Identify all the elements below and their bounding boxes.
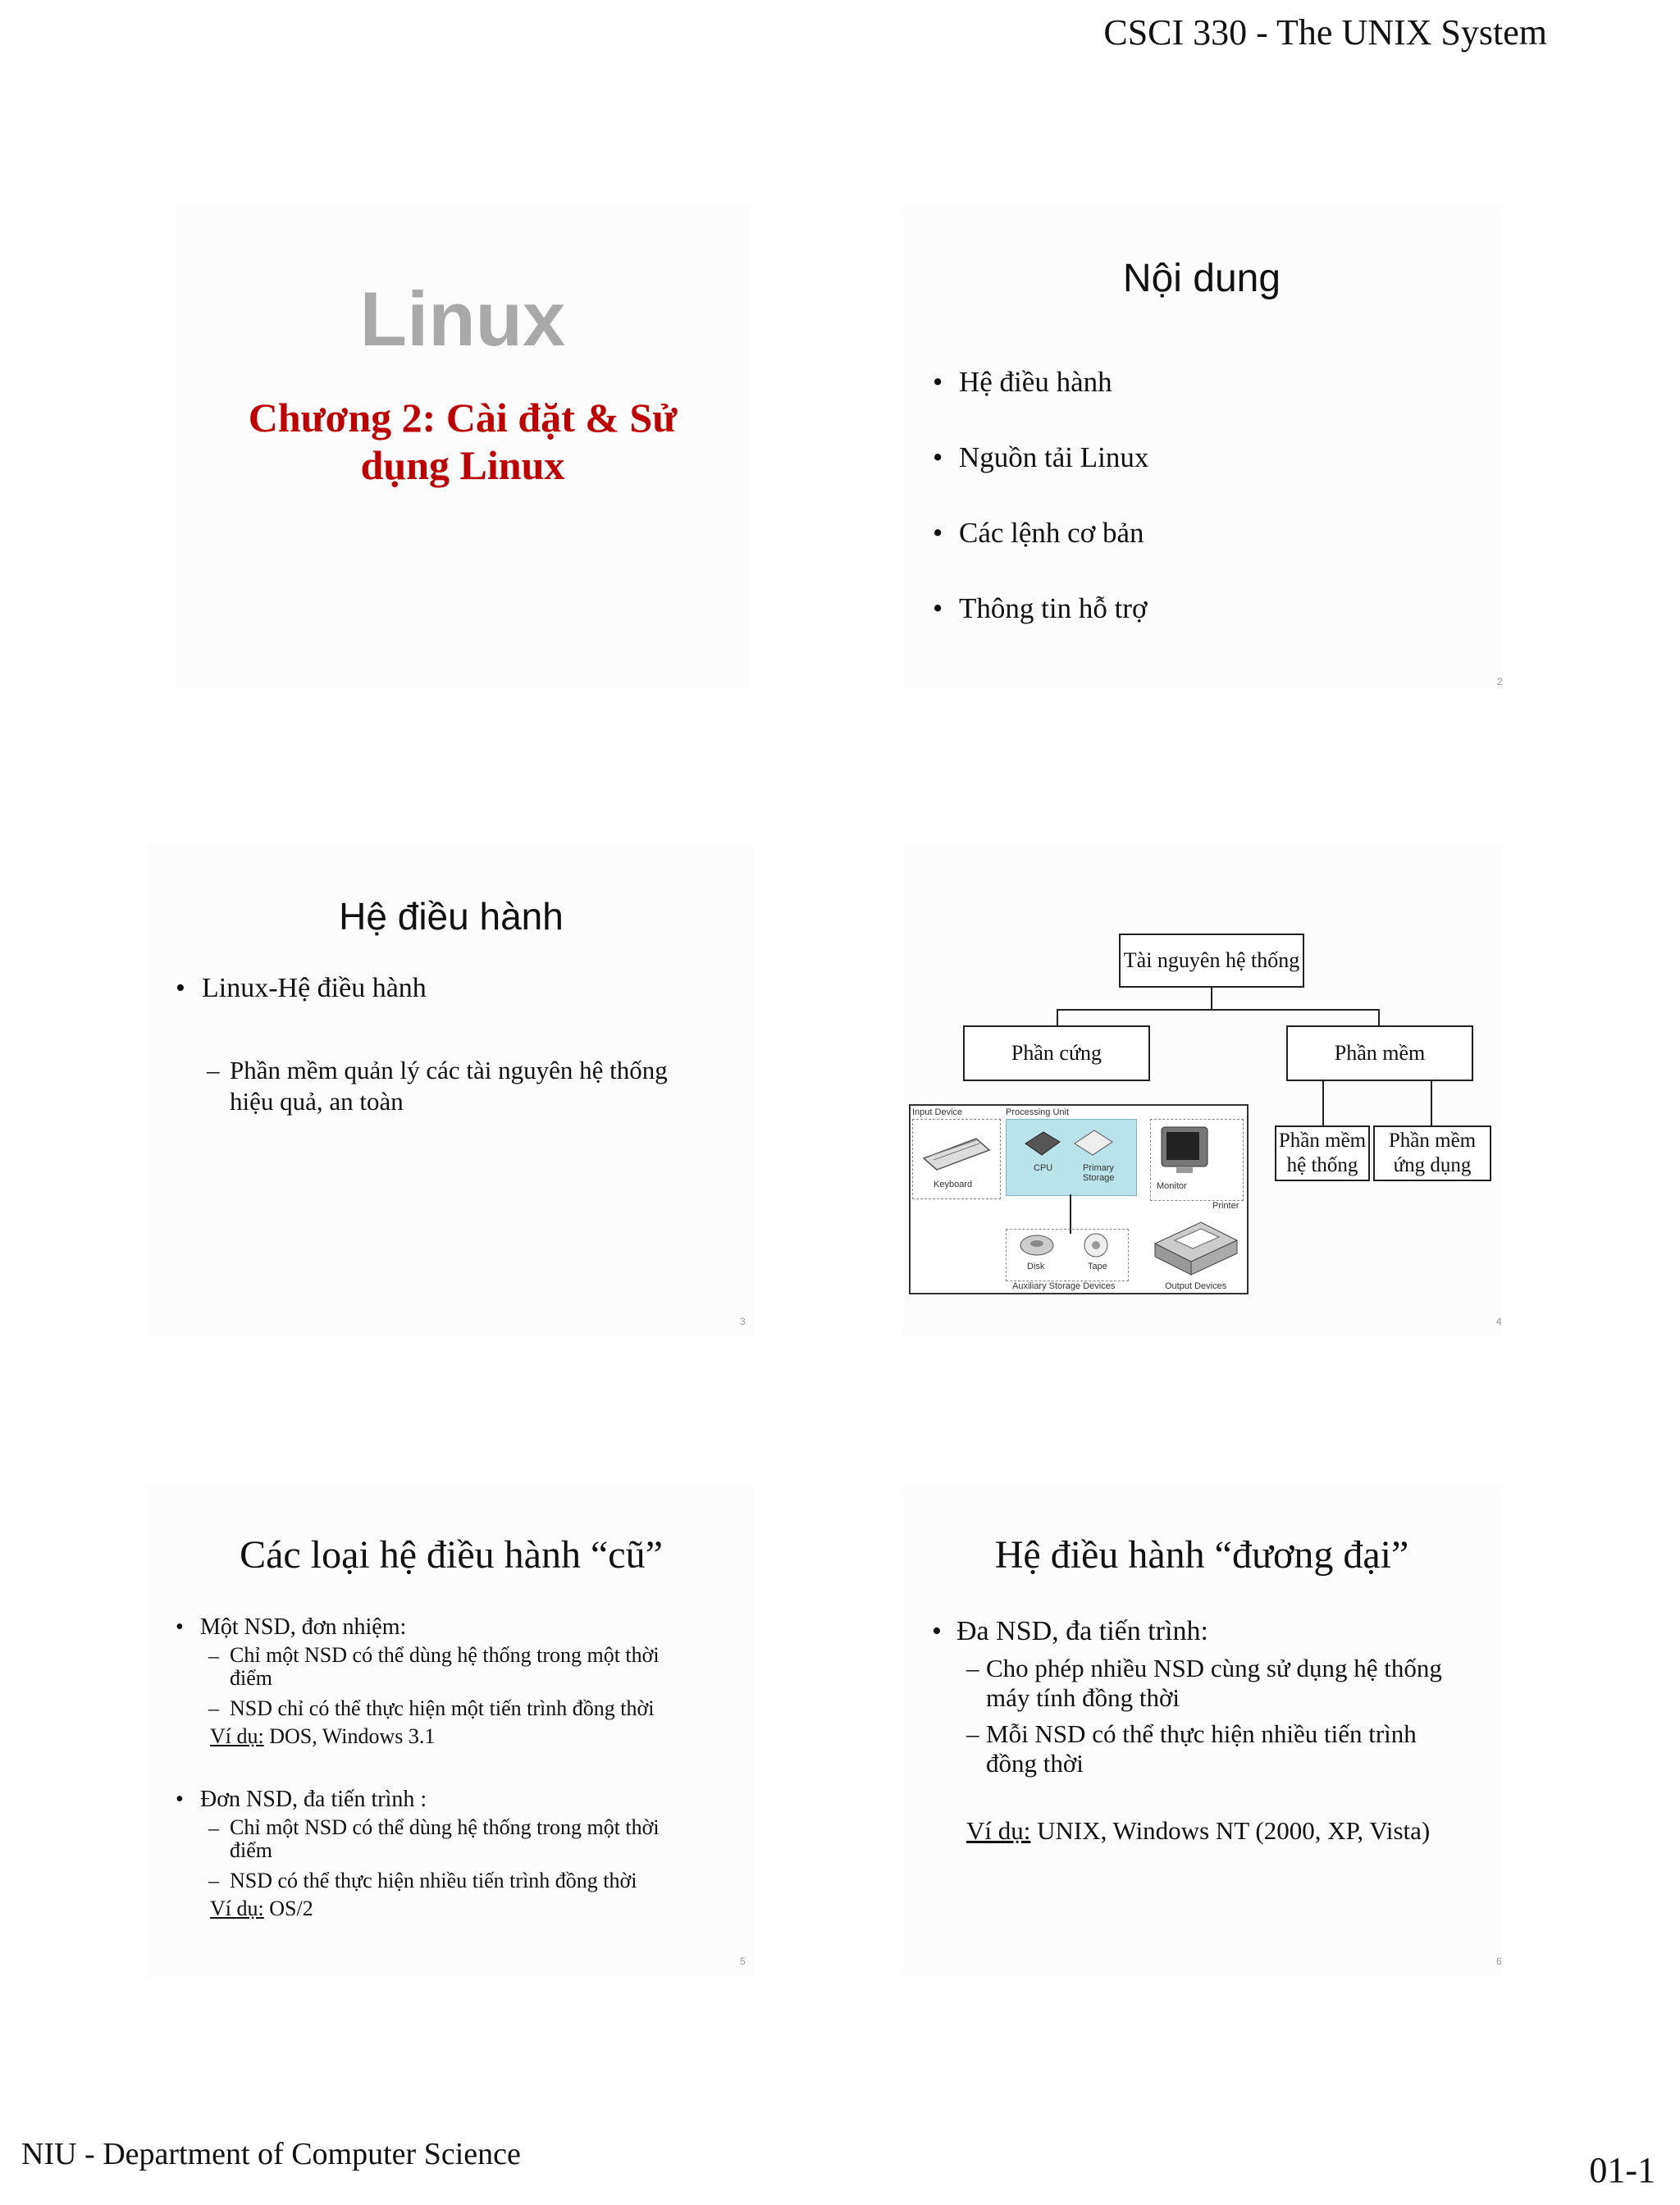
printer-icon bbox=[1150, 1211, 1242, 1281]
slide5-detail-1: Chỉ một NSD có thể dùng hệ thống trong một thời điểm bbox=[230, 1643, 660, 1690]
diagram-hardware-node: Phần cứng bbox=[963, 1025, 1150, 1081]
slide3-title: Hệ điều hành bbox=[339, 895, 564, 938]
slide5-detail-2: NSD chỉ có thể thực hiện một tiến trình đồng thời bbox=[230, 1696, 655, 1720]
primary-storage-label: Primary Storage bbox=[1083, 1163, 1115, 1183]
diagram-connector bbox=[1322, 1081, 1324, 1125]
list-item: • Thông tin hỗ trợ bbox=[933, 592, 1148, 668]
output-devices-label: Output Devices bbox=[1165, 1281, 1227, 1291]
slide5-bullet-1: Một NSD, đơn nhiệm: bbox=[200, 1614, 407, 1640]
footer-department: NIU - Department of Computer Science bbox=[21, 2137, 521, 2171]
bullet-icon: • bbox=[176, 1614, 184, 1640]
footer-page-number: 01-1 bbox=[1589, 2150, 1655, 2190]
slide6-detail-1: Cho phép nhiều NSD cùng sử dụng hệ thống máy tính đồng thời bbox=[986, 1654, 1442, 1712]
slide6-title: Hệ điều hành “đương đại” bbox=[994, 1533, 1409, 1577]
bullet-icon: • bbox=[932, 1616, 942, 1646]
diagram-connector bbox=[1431, 1081, 1432, 1125]
keyboard-icon bbox=[919, 1134, 993, 1175]
slide-number: 6 bbox=[1496, 1956, 1502, 1967]
slide2-title: Nội dung bbox=[1122, 257, 1281, 300]
diagram-software-node: Phần mềm bbox=[1286, 1025, 1473, 1081]
diagram-root-node: Tài nguyên hệ thống bbox=[1119, 934, 1304, 988]
slide3-detail: – Phần mềm quản lý các tài nguyên hệ thống hiệu quả, an toàn bbox=[207, 1055, 788, 1117]
slide1-title: Linux bbox=[359, 276, 566, 362]
list-item: • Nguồn tải Linux bbox=[933, 441, 1148, 517]
primary-storage-icon bbox=[1071, 1127, 1116, 1160]
slide-3 bbox=[148, 845, 755, 1337]
slide5-detail-4: NSD có thể thực hiện nhiều tiến trình đồng thời bbox=[230, 1869, 637, 1892]
slide6-example: Ví dụ: UNIX, Windows NT (2000, XP, Vista) bbox=[966, 1816, 1431, 1845]
dash-icon: – bbox=[208, 1869, 219, 1892]
slide-number: 4 bbox=[1496, 1316, 1502, 1327]
processing-unit-label: Processing Unit bbox=[1006, 1107, 1070, 1117]
slide5-detail-3: Chỉ một NSD có thể dùng hệ thống trong một thời điểm bbox=[230, 1815, 660, 1862]
disk-label: Disk bbox=[1027, 1262, 1045, 1271]
diagram-connector bbox=[1378, 1009, 1380, 1027]
tape-icon bbox=[1078, 1230, 1114, 1260]
diagram-system-software-node: Phần mềm hệ thống bbox=[1275, 1125, 1370, 1181]
auxiliary-storage-label: Auxiliary Storage Devices bbox=[1012, 1281, 1116, 1291]
tape-label: Tape bbox=[1088, 1262, 1107, 1271]
slide5-title: Các loại hệ điều hành “cũ” bbox=[240, 1533, 663, 1577]
slide5-bullet-2: Đơn NSD, đa tiến trình : bbox=[200, 1787, 427, 1812]
dash-icon: – bbox=[208, 1644, 219, 1668]
slide6-detail-2: Mỗi NSD có thể thực hiện nhiều tiến trình đồng thời bbox=[986, 1719, 1417, 1778]
dash-icon: – bbox=[208, 1816, 219, 1840]
hardware-illustration bbox=[909, 1104, 1249, 1294]
bullet-icon: • bbox=[176, 1787, 184, 1812]
diagram-connector bbox=[1057, 1009, 1058, 1027]
slide-number: 3 bbox=[740, 1316, 746, 1327]
arrow-icon bbox=[1070, 1194, 1071, 1234]
monitor-label: Monitor bbox=[1157, 1181, 1187, 1191]
header-title: CSCI 330 - The UNIX System bbox=[1103, 12, 1547, 52]
slide-5 bbox=[148, 1485, 755, 1977]
slide3-bullet: • Linux-Hệ điều hành bbox=[176, 973, 427, 1004]
diagram-connector bbox=[1211, 988, 1212, 1011]
list-item: • Các lệnh cơ bản bbox=[933, 517, 1148, 592]
diagram-connector bbox=[1057, 1009, 1380, 1011]
dash-icon: – bbox=[966, 1654, 979, 1682]
disk-icon bbox=[1017, 1230, 1057, 1260]
slide2-bullet-list bbox=[933, 366, 1148, 668]
cpu-icon bbox=[1022, 1129, 1063, 1160]
monitor-icon bbox=[1157, 1124, 1214, 1178]
slide-6 bbox=[902, 1485, 1501, 1977]
slide-number: 2 bbox=[1497, 676, 1503, 687]
list-item: • Hệ điều hành bbox=[933, 366, 1148, 441]
input-device-label: Input Device bbox=[912, 1107, 963, 1117]
printer-label: Printer bbox=[1212, 1201, 1239, 1211]
slide1-subtitle: Chương 2: Cài đặt & Sử dụng Linux bbox=[248, 395, 678, 488]
diagram-application-software-node: Phần mềm ứng dụng bbox=[1373, 1125, 1491, 1181]
dash-icon: – bbox=[208, 1696, 219, 1720]
slide5-example-1: Ví dụ: DOS, Windows 3.1 bbox=[210, 1724, 436, 1748]
keyboard-label: Keyboard bbox=[934, 1180, 973, 1189]
slide-2 bbox=[902, 205, 1501, 689]
dash-icon: – bbox=[966, 1719, 979, 1748]
slide6-bullet: Đa NSD, đa tiến trình: bbox=[956, 1616, 1208, 1646]
slide5-example-2: Ví dụ: OS/2 bbox=[210, 1897, 313, 1920]
slide-1 bbox=[176, 205, 750, 689]
cpu-label: CPU bbox=[1034, 1163, 1053, 1173]
slide-number: 5 bbox=[740, 1956, 746, 1967]
